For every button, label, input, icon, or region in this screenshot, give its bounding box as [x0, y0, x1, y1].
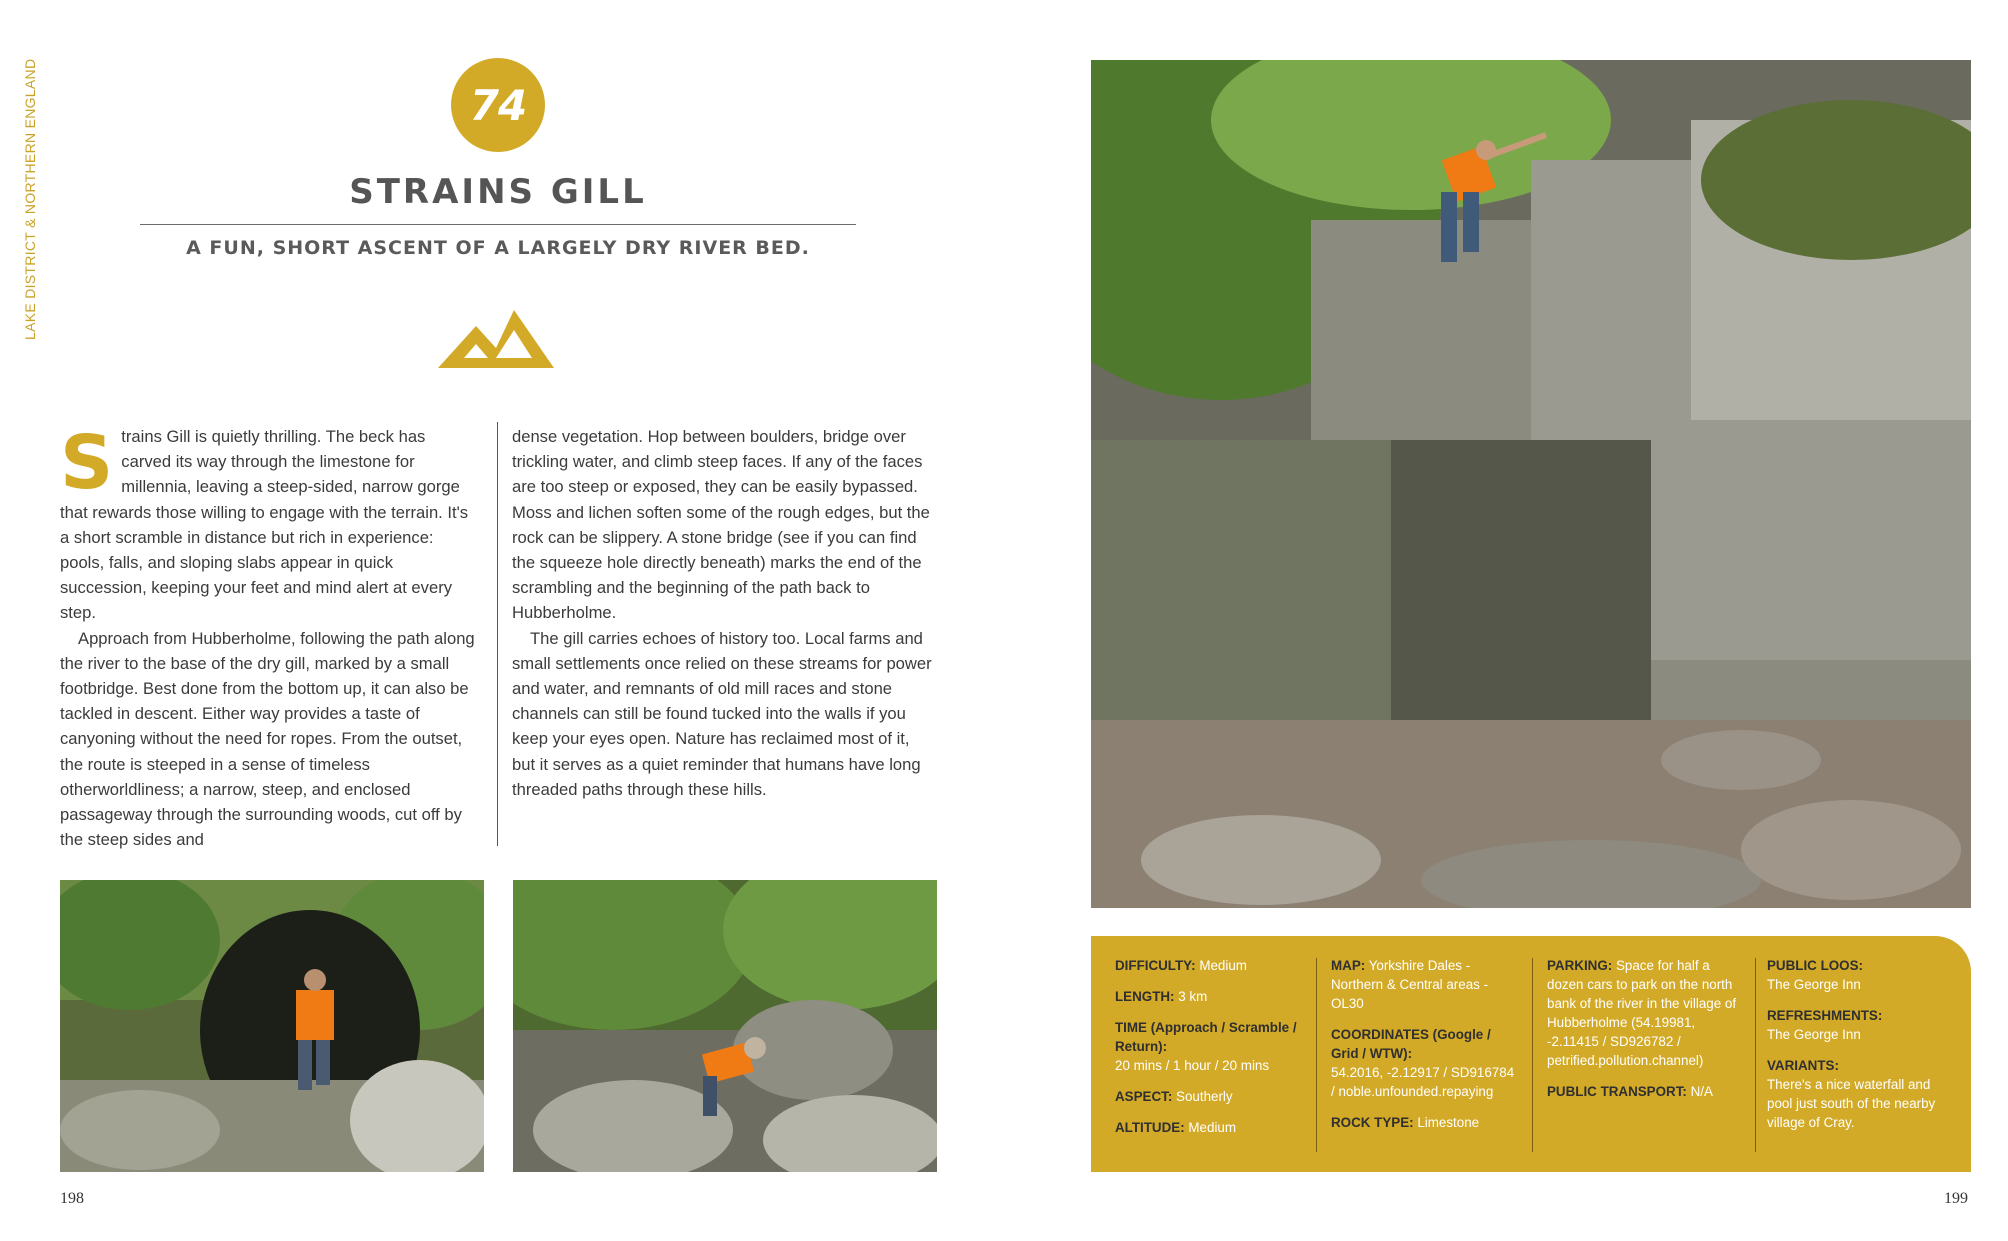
info-altitude: ALTITUDE: Medium: [1115, 1120, 1237, 1135]
info-refreshments: REFRESHMENTS: The George Inn: [1767, 1008, 1883, 1042]
page-subtitle: A FUN, SHORT ASCENT OF A LARGELY DRY RIVER BED.: [186, 237, 810, 259]
photo-gorge-wall: [1091, 60, 1971, 908]
info-divider: [1316, 958, 1317, 1152]
mountain-icon: [438, 304, 554, 368]
info-divider: [1755, 958, 1756, 1152]
info-aspect: ASPECT: Southerly: [1115, 1089, 1233, 1104]
paragraph-3: dense vegetation. Hop between boulders, bridge over trickling water, and climb steep faces. If any of the faces are too steep or exposed, they can be easily bypassed. Moss and lichen soften some of the rough edges, but the rock can be slippery. A stone bridge (see if you can find the squeeze hole directly beneath) marks the end of the scrambling and the beginning of the path back to Hubberholme.: [512, 427, 930, 623]
paragraph-4: The gill carries echoes of history too. Local farms and small settlements once relied on these streams for power and water, and remnants of old mill races and stone channels can still be found tucked into the walls if you keep your eyes open. Nature has reclaimed most of it, but it serves as a quiet reminder that humans have long threaded paths through these hills.: [512, 628, 932, 799]
info-difficulty: DIFFICULTY: Medium: [1115, 958, 1247, 973]
body-column-left: [60, 420, 478, 852]
info-coordinates: COORDINATES (Google / Grid / WTW): 54.2016, -2.12917 / SD916784 / noble.unfounded.repaying: [1331, 1027, 1515, 1099]
info-parking: PARKING: Space for half a dozen cars to park on the north bank of the river in the village of Hubberholme (54.19981, -2.11415 / SD926782 / petrified.pollution.channel): [1547, 958, 1737, 1068]
paragraph-1: Strains Gill is quietly thrilling. The beck has carved its way through the limestone for millennia, leaving a steep-sided, narrow gorge that rewards those willing to engage with the terrain. It's a short scramble in distance but rich in experience: pools, falls, and sloping slabs appear in quick succession, keeping your feet and mind alert at every step.: [60, 420, 469, 623]
route-info-box: [1091, 936, 1971, 1172]
paragraph-2: Approach from Hubberholme, following the path along the river to the base of the dry gill, marked by a small footbridge. Best done from the bottom up, it can also be tackled in descent. Either way provides a taste of canyoning without the need for ropes. From the outset, the route is steeped in a sense of timeless otherworldliness; a narrow, steep, and enclosed passageway through the surrounding woods, cut off by the steep sides and: [60, 628, 475, 850]
photo-boulder-scramble: [513, 880, 937, 1172]
page-number-left: 198: [60, 1190, 84, 1207]
info-rock-type: ROCK TYPE: Limestone: [1331, 1115, 1480, 1130]
info-map: MAP: Yorkshire Dales - Northern & Central areas - OL30: [1331, 958, 1489, 1011]
drop-cap: S: [60, 420, 114, 506]
column-divider: [497, 422, 498, 846]
info-public-loos: PUBLIC LOOS: The George Inn: [1767, 958, 1863, 992]
page-number-right: 199: [1944, 1190, 1968, 1207]
info-column-2: [1331, 956, 1521, 1144]
page-title: STRAINS GILL: [349, 172, 647, 212]
info-variants: VARIANTS: There's a nice waterfall and pool just south of the nearby village of Cray.: [1767, 1058, 1936, 1130]
info-column-4: [1767, 956, 1957, 1144]
region-label: LAKE DISTRICT & NORTHERN ENGLAND: [22, 58, 38, 340]
info-column-1: [1115, 956, 1305, 1149]
photo-cave-entrance: [60, 880, 484, 1172]
body-column-right: [512, 424, 936, 802]
route-number-badge: [451, 58, 545, 152]
info-public-transport: PUBLIC TRANSPORT: N/A: [1547, 1084, 1713, 1099]
info-column-3: [1547, 956, 1743, 1113]
info-time: TIME (Approach / Scramble / Return): 20 mins / 1 hour / 20 mins: [1115, 1020, 1297, 1073]
info-length: LENGTH: 3 km: [1115, 989, 1208, 1004]
side-label: [22, 60, 44, 340]
info-divider: [1532, 958, 1533, 1152]
route-number: 74: [469, 80, 527, 130]
title-divider: [140, 224, 856, 225]
